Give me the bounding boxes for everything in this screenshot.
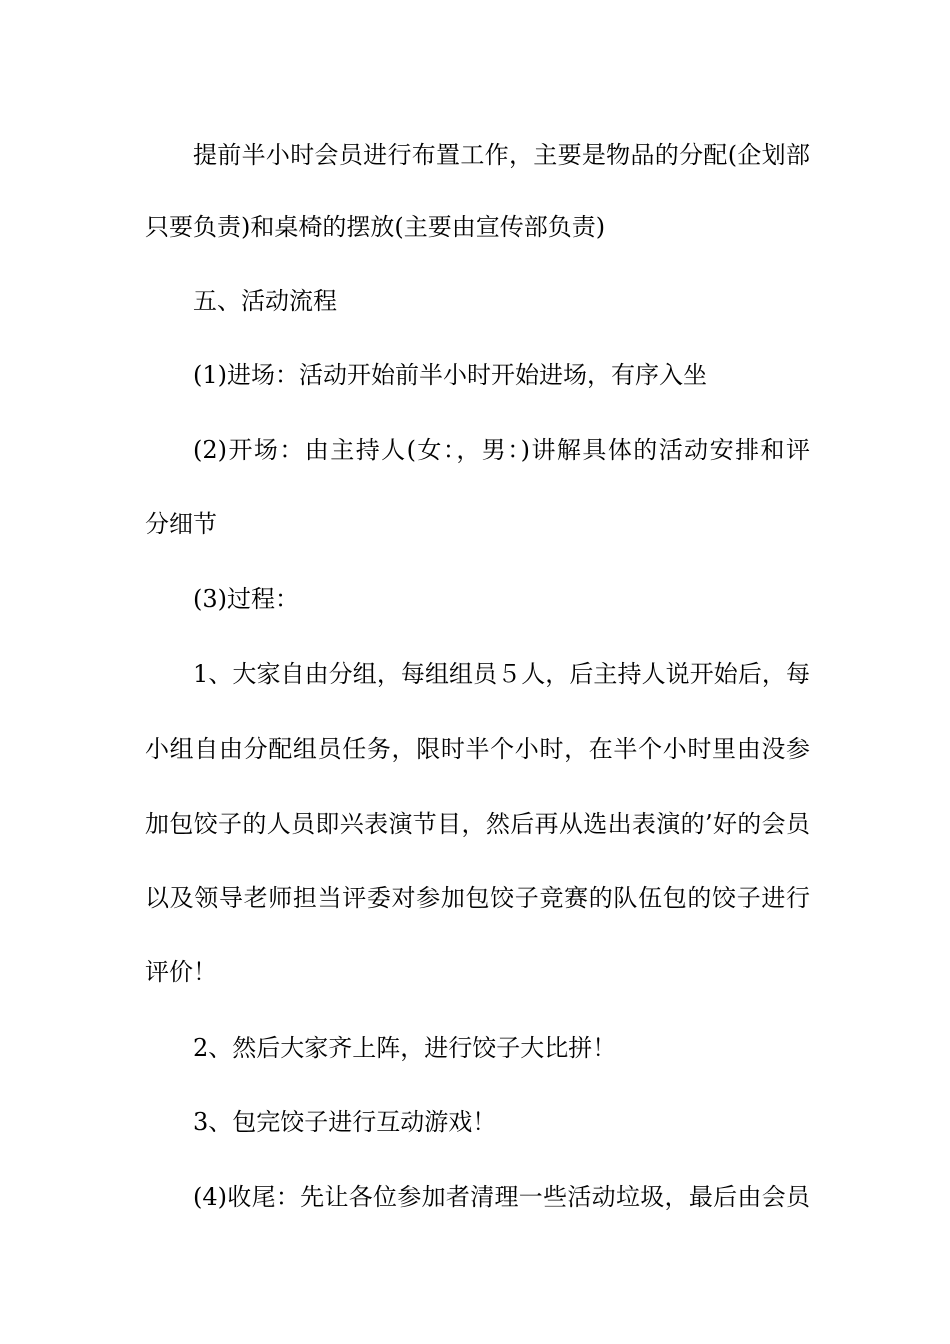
paragraph-line: (2)开场：由主持人(女：，男：)讲解具体的活动安排和评	[193, 436, 810, 464]
section-heading: 五、活动流程	[193, 287, 337, 315]
paragraph-line: (1)进场：活动开始前半小时开始进场，有序入坐	[193, 361, 707, 389]
paragraph-line: 以及领导老师担当评委对参加包饺子竞赛的队伍包的饺子进行	[145, 884, 810, 912]
paragraph-line: (4)收尾：先让各位参加者清理一些活动垃圾，最后由会员	[193, 1183, 810, 1211]
paragraph-line: 加包饺子的人员即兴表演节目，然后再从选出表演的’好的会员	[145, 810, 810, 838]
paragraph-line: 分细节	[145, 510, 217, 538]
paragraph-line: 提前半小时会员进行布置工作，主要是物品的分配(企划部	[193, 141, 810, 169]
paragraph-line: 评价！	[145, 958, 217, 986]
paragraph-line: (3)过程：	[193, 585, 299, 613]
paragraph-line: 只要负责)和桌椅的摆放(主要由宣传部负责)	[145, 213, 606, 241]
paragraph-line: 1、大家自由分组，每组组员５人，后主持人说开始后，每	[193, 660, 810, 688]
paragraph-line: 小组自由分配组员任务，限时半个小时，在半个小时里由没参	[145, 735, 810, 763]
paragraph-line: 3、包完饺子进行互动游戏！	[193, 1108, 497, 1136]
paragraph-line: 2、然后大家齐上阵，进行饺子大比拼！	[193, 1034, 617, 1062]
